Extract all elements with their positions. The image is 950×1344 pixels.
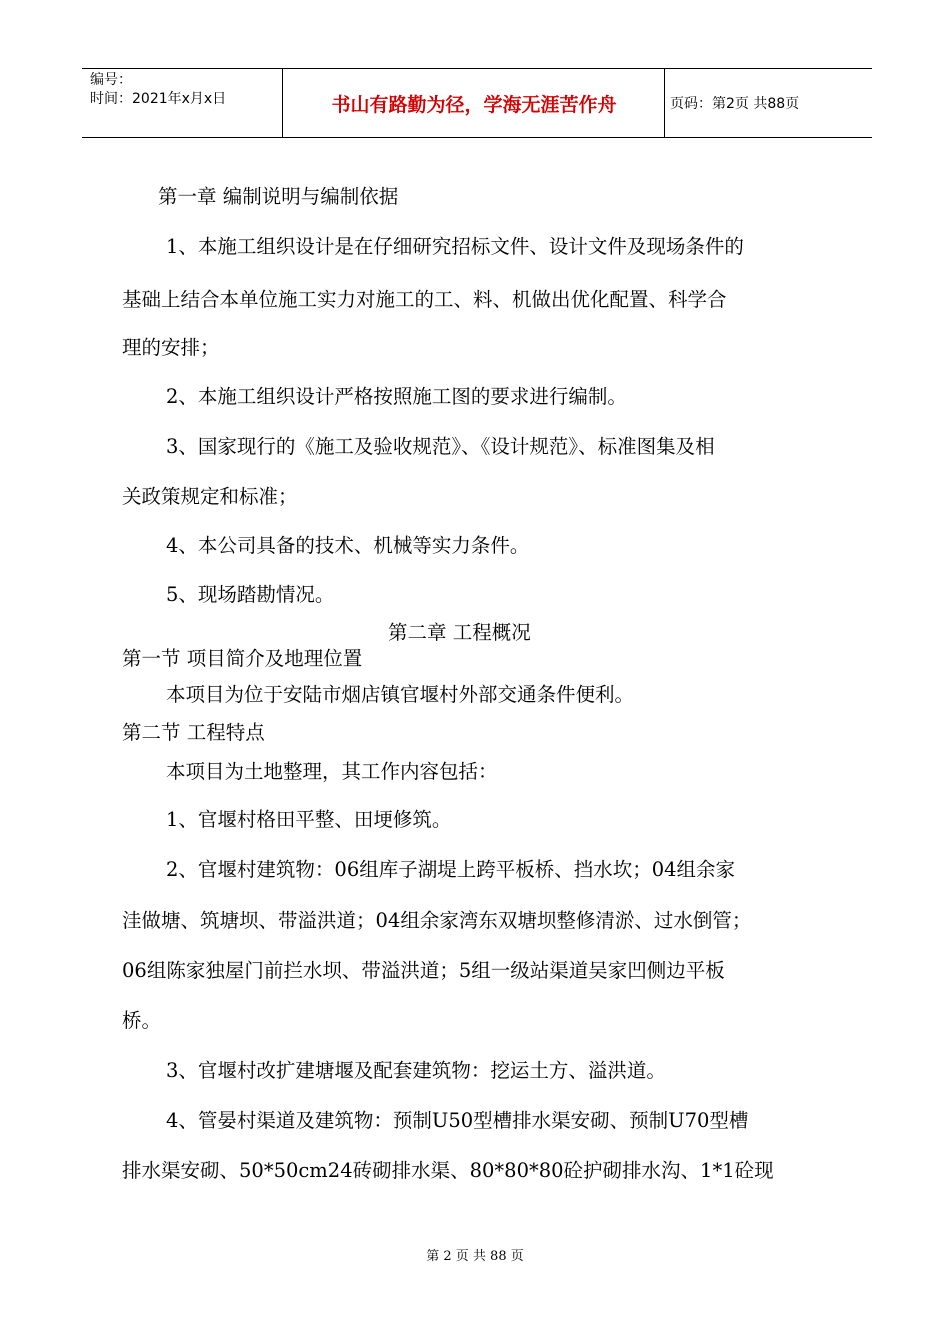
document-number: 编号：: [90, 72, 132, 88]
paragraph-line: 关政策规定和标准；: [122, 485, 298, 508]
paragraph-line: 本项目为土地整理，其工作内容包括：: [166, 760, 498, 783]
page-header: [82, 68, 872, 138]
header-divider: [282, 69, 283, 137]
paragraph-line: 理的安排；: [122, 336, 220, 359]
chapter-1-heading: 第一章 编制说明与编制依据: [158, 185, 399, 208]
paragraph-line: 06组陈家独屋门前拦水坝、带溢洪道；5组一级站渠道吴家凹侧边平板: [122, 959, 725, 982]
paragraph-line: 排水渠安砌、50*50cm24砖砌排水渠、80*80*80砼护砌排水沟、1*1砼现: [122, 1159, 774, 1182]
paragraph-line: 4、本公司具备的技术、机械等实力条件。: [166, 534, 530, 557]
paragraph-line: 4、管晏村渠道及建筑物：预制U50型槽排水渠安砌、预制U70型槽: [166, 1109, 749, 1132]
paragraph-line: 5、现场踏勘情况。: [166, 583, 335, 606]
paragraph-line: 基础上结合本单位施工实力对施工的工、料、机做出优化配置、科学合: [122, 288, 727, 311]
paragraph-line: 洼做塘、筑塘坝、带溢洪道；04组余家湾东双塘坝整修清淤、过水倒管；: [122, 909, 752, 932]
document-time: 时间：2021年x月x日: [90, 91, 227, 107]
paragraph-line: 本项目为位于安陆市烟店镇官堰村外部交通条件便利。: [166, 683, 635, 706]
paragraph-line: 桥。: [122, 1009, 162, 1032]
paragraph-line: 2、官堰村建筑物：06组库子湖堤上跨平板桥、挡水坎；04组余家: [166, 858, 736, 881]
header-page-number: 页码：第2页 共88页: [670, 96, 800, 112]
paragraph-line: 2、本施工组织设计严格按照施工图的要求进行编制。: [166, 385, 627, 408]
page-footer: 第 2 页 共 88 页: [426, 1249, 524, 1264]
section-1-heading: 第一节 项目简介及地理位置: [122, 647, 363, 670]
chapter-2-heading: 第二章 工程概况: [388, 621, 531, 644]
header-divider: [664, 69, 665, 137]
paragraph-line: 3、国家现行的《施工及验收规范》、《设计规范》、标准图集及相: [166, 435, 715, 458]
paragraph-line: 3、官堰村改扩建塘堰及配套建筑物：挖运土方、溢洪道。: [166, 1059, 666, 1082]
header-motto: 书山有路勤为径，学海无涯苦作舟: [331, 93, 617, 116]
paragraph-line: 1、本施工组织设计是在仔细研究招标文件、设计文件及现场条件的: [166, 235, 744, 258]
header-meta: [90, 71, 226, 109]
section-2-heading: 第二节 工程特点: [122, 721, 265, 744]
paragraph-line: 1、官堰村格田平整、田埂修筑。: [166, 808, 452, 831]
